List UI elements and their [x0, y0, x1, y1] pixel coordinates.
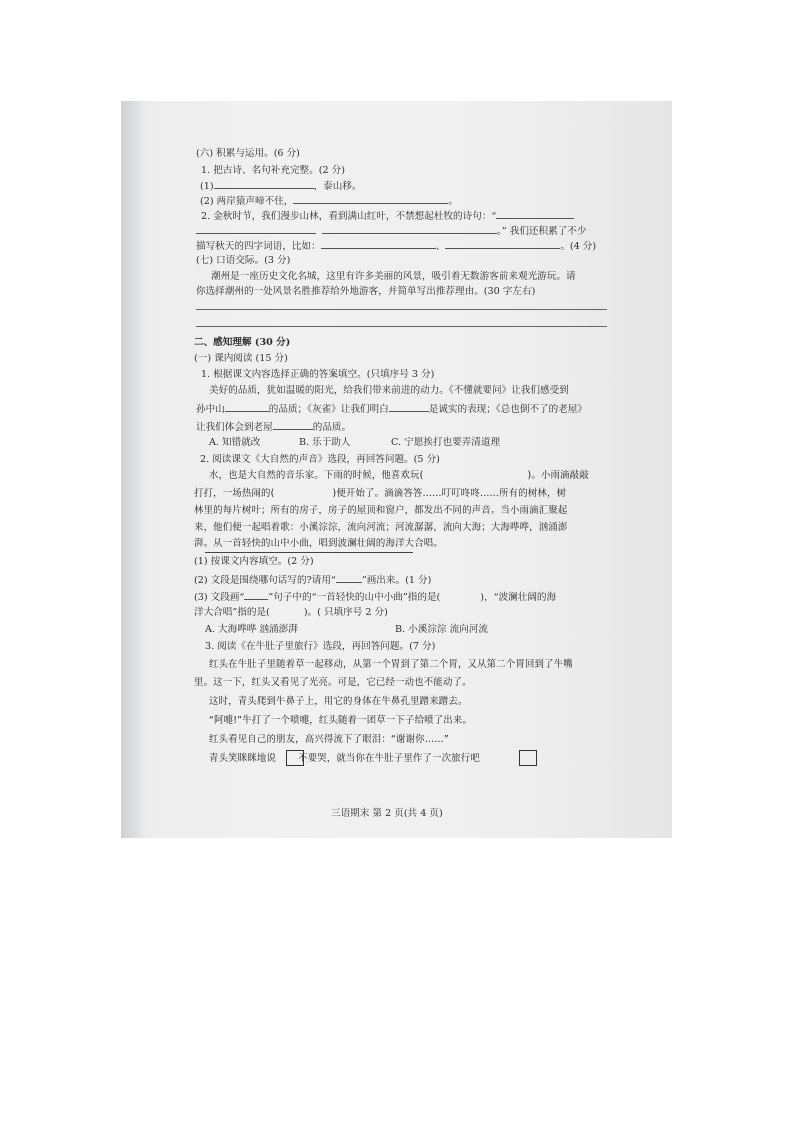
s6-question-1: 1. 把古诗、名句补充完整。(2 分)	[201, 165, 345, 176]
text-fragment: 是诚实的表现；《总也倒不了的老屋》	[428, 404, 587, 415]
p2-q2-option-b: B. 小溪淙淙 流向河流	[395, 624, 488, 635]
section-7-title: (七) 口语交际。(3 分)	[196, 255, 291, 266]
text-fragment: (3) 文段画“	[194, 592, 245, 603]
s6-q1-item-2	[200, 194, 458, 208]
p2-question-3: 3. 阅读《在牛肚子里旅行》选段，再回答问题。(7 分)	[205, 641, 436, 652]
s7-paragraph-line-1: 潮州是一座历史文化名城，这里有许多美丽的风景，吸引着无数游客前来观光游玩。请	[211, 271, 576, 282]
writing-line[interactable]	[196, 309, 607, 310]
answer-blank[interactable]	[389, 402, 429, 412]
p2-q2-text-line-5: 湃。从一首轻快的山中小曲，唱到波澜壮阔的海洋大合唱。	[194, 538, 443, 549]
text-fragment: )便开始了。滴滴答答……叮叮咚咚……所有的树林，树	[332, 488, 567, 499]
p2-question-1: 1. 根据课文内容选择正确的答案填空。(只填序号 3 分)	[201, 369, 435, 380]
p2-q2-sub-3-cont	[194, 607, 388, 619]
p2-q1-line-1: 美好的品质，犹如温暖的阳光，给我们带来前进的动力。《不懂就要问》让我们感受到	[209, 385, 569, 396]
s6-q2-line-2	[196, 224, 587, 238]
p2-q2-option-a: A. 大海哗哗 汹涌澎湃	[205, 624, 298, 635]
text-fragment: )。( 只填序号 2 分)	[303, 607, 388, 618]
s6-q1-item-1	[200, 179, 362, 193]
separator: 、	[435, 241, 446, 252]
s7-paragraph-line-2: 你选择潮州的一处风景名胜推荐给外地游客，并简单写出推荐理由。(30 字左右)	[196, 286, 536, 297]
answer-blank[interactable]	[196, 224, 316, 234]
scanned-page-photo	[121, 101, 672, 838]
answer-blank[interactable]	[496, 209, 574, 219]
s6-q2-text-a: 2. 金秋时节，我们漫步山林，看到满山红叶，不禁想起杜牧的诗句：“	[201, 211, 497, 222]
p2-q3-text-line-4: “阿嚏!”牛打了一个喷嚏，红头随着一团草一下子给喷了出来。	[209, 715, 473, 726]
writing-line[interactable]	[196, 326, 607, 327]
part-2-title: 二、感知理解 (30 分)	[194, 337, 291, 348]
p2-q3-text-line-5: 红头看见自己的朋友，高兴得流下了眼泪：“谢谢你……”	[209, 734, 449, 745]
p2-q1-option-a: A. 知错就改	[209, 437, 261, 448]
section-6-title: (六) 积累与运用。(6 分)	[196, 148, 300, 159]
p2-q1-option-c: C. 宁愿挨打也要弄清道理	[391, 437, 501, 448]
text-fragment: )，“波澜壮阔的海	[480, 592, 557, 603]
p2-q3-text-line-6	[209, 753, 480, 765]
answer-blank[interactable]	[322, 224, 497, 234]
p2-q3-text-line-3: 这时，青头爬到牛鼻子上，用它的身体在牛鼻孔里蹭来蹭去。	[209, 696, 468, 707]
text-fragment: 的品质。	[312, 422, 352, 433]
answer-blank[interactable]	[244, 590, 268, 600]
text-fragment: 青头笑眯眯地说	[209, 753, 277, 764]
answer-blank[interactable]	[225, 402, 269, 412]
s6-q1-item-1-suffix: ，泰山移。	[313, 181, 362, 192]
p2-q1-line-3	[196, 420, 351, 434]
text-fragment: (2) 文段是围绕哪句话写的?请用“	[194, 575, 336, 586]
page-footer: 三语期末 第 2 页(共 4 页)	[331, 808, 443, 819]
text-fragment: 让我们体会到老屋	[196, 422, 273, 433]
text-fragment: 不要哭，就当你在牛肚子里作了一次旅行吧	[298, 753, 480, 764]
s6-q2-line-3	[196, 239, 596, 253]
text-fragment: 打打，一场热闹的(	[194, 488, 275, 499]
answer-blank[interactable]	[321, 239, 436, 249]
p2-question-2: 2. 阅读课文《大自然的声音》选段，再回答问题。(5 分)	[200, 454, 440, 465]
s6-q2-text-c: 描写秋天的四字词语，比如：	[196, 241, 321, 252]
underline-mark	[205, 552, 413, 553]
punctuation-box[interactable]	[519, 750, 537, 766]
text-fragment: )。小雨滴敲敲	[527, 470, 589, 481]
p2-q2-sub-2	[194, 573, 431, 587]
text-fragment: 孙中山	[196, 404, 225, 415]
answer-blank[interactable]	[445, 239, 560, 249]
p2-q2-text-line-3: 林里的每片树叶；所有的房子，房子的屋顶和窗户，都发出不同的声音。当小雨滴汇聚起	[194, 505, 568, 516]
answer-blank[interactable]	[273, 420, 313, 430]
answer-blank[interactable]	[336, 573, 362, 583]
answer-blank[interactable]	[293, 194, 448, 204]
p2-q1-option-b: B. 乐于助人	[299, 437, 351, 448]
punctuation-box[interactable]	[286, 750, 304, 766]
page-fold-shadow	[121, 101, 147, 838]
text-fragment: 水，也是大自然的音乐家。下雨的时候，他喜欢玩(	[209, 470, 424, 481]
p2-q3-text-line-1: 红头在牛肚子里随着草一起移动，从第一个胃到了第二个胃，又从第二个胃回到了牛嘴	[209, 659, 573, 670]
text-fragment: ”句子中的“一首轻快的山中小曲”指的是(	[268, 592, 441, 603]
p2-q2-sub-3	[194, 590, 556, 604]
p2-q2-text-line-2	[194, 488, 566, 500]
s6-q2-text-b: 。” 我们还积累了不少	[497, 226, 587, 237]
text-fragment: ”画出来。(1 分)	[361, 575, 432, 586]
s6-q1-item-1-prefix: (1)	[200, 181, 214, 192]
p2-q3-text-line-2: 里。这一下，红头又看见了光亮。可是，它已经一动也不能动了。	[194, 677, 472, 688]
s6-question-2	[201, 209, 574, 223]
text-fragment: 的品质；《灰雀》让我们明白	[268, 404, 389, 415]
p2-q1-line-2	[196, 402, 587, 416]
p2-q2-text-line-1	[209, 470, 589, 482]
p2-q2-sub-1: (1) 按课文内容填空。(2 分)	[194, 556, 314, 567]
p2-q2-text-line-4: 来，他们便一起唱着歌：小溪淙淙，流向河流；河流潺潺，流向大海；大海哗哗，汹涌澎	[194, 522, 568, 533]
part-2-sub-1: (一) 课内阅读 (15 分)	[194, 353, 288, 364]
answer-blank[interactable]	[214, 179, 314, 189]
s6-q1-item-2-suffix: 。	[448, 196, 458, 207]
s6-q1-item-2-prefix: (2) 两岸猿声啼不住，	[200, 196, 294, 207]
text-fragment: 洋大合唱”指的是(	[194, 607, 270, 618]
s6-q2-text-c-suffix: 。(4 分)	[560, 241, 597, 252]
